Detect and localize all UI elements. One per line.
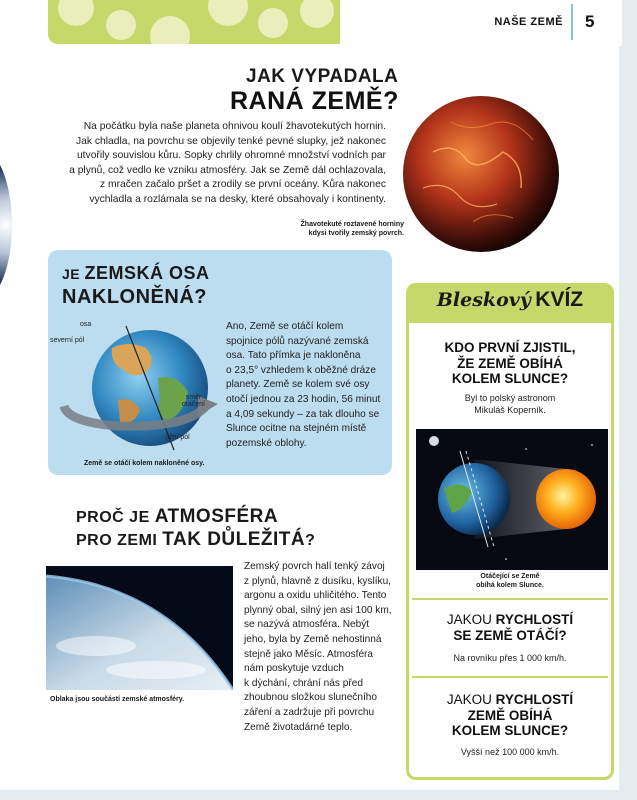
atmosphere-photo <box>46 566 233 690</box>
body-line: plynný obal, silný jen asi 100 km, <box>244 604 392 616</box>
title-prefix: JE <box>62 266 85 282</box>
body-line: argonu a oxidu uhličitého. Tento <box>244 590 387 602</box>
page-edge-band <box>619 46 637 800</box>
section2-title-line1 <box>62 263 210 284</box>
body-line: o 23,5° vzhledem k oběžné dráze <box>226 364 376 376</box>
section1-title-line2: RANÁ ZEMĚ? <box>230 87 399 115</box>
title-bold: TAK DŮLEŽITÁ <box>162 529 306 550</box>
question-line: SE ZEMĚ OTÁČÍ? <box>453 627 567 643</box>
section1-caption <box>258 220 404 238</box>
globe-deco-icon <box>258 8 288 38</box>
body-line: utvořily souvislou kůru. Sopky chrlily ohromné množství vodních par <box>76 150 386 162</box>
quiz-divider <box>412 598 608 600</box>
body-line: jeho, byla by Země nehostinná <box>244 633 382 645</box>
header-divider <box>571 4 573 40</box>
body-line: Jak chladla, na povrchu se objevily tenké pevné slupky, jež nakonec <box>75 135 386 147</box>
south-pole-label: jižní pól <box>166 434 190 441</box>
quiz-divider <box>412 676 608 678</box>
quiz-question-3 <box>406 692 614 739</box>
chapter-title: NAŠE ZEMĚ <box>494 16 563 28</box>
body-line: vychladla a rozlámala se na desky, které obsahovaly i kontinenty. <box>89 193 386 205</box>
body-line: zhoubnou složkou slunečního <box>244 692 377 704</box>
caption-line: obíhá kolem Slunce. <box>476 582 544 589</box>
question-line: ŽE ZEMĚ OBÍHÁ <box>457 355 563 371</box>
quiz-photo-caption <box>406 572 614 590</box>
question-line <box>406 612 614 628</box>
quiz-heading-italic: Bleskový <box>436 289 531 311</box>
axis-label: osa <box>80 321 92 328</box>
body-line: záření a zadržuje při povrchu <box>244 706 375 718</box>
quiz-answer-1 <box>406 392 614 416</box>
quiz-heading-bold: KVÍZ <box>535 288 584 311</box>
body-line: z mračen začalo pršet a zrodily se první oceány. Kůra nakonec <box>100 179 386 191</box>
body-line: otočí jednou za 23 hodin, 56 minut <box>226 393 381 405</box>
body-line: pozemské oblohy. <box>226 437 307 449</box>
caption-line: kdysi tvořily zemský povrch. <box>308 230 404 237</box>
body-line: Země životadárné teplo. <box>244 721 353 733</box>
title-prefix: PROČ JE <box>76 509 155 526</box>
question-line: ZEMĚ OBÍHÁ <box>467 707 553 723</box>
section2-body <box>226 320 388 451</box>
page-edge-band <box>622 0 637 46</box>
question-line: KOLEM SLUNCE? <box>451 371 569 386</box>
body-line: planety. Země se kolem své osy <box>226 379 370 391</box>
body-line: a plynů, což vedlo ke vzniku atmosféry. Jak se Země dál ochlazovala, <box>69 164 386 176</box>
section3-title-line1 <box>76 506 278 528</box>
title-bold: ATMOSFÉRA <box>154 506 279 527</box>
body-line: a 4,09 sekundy – za tak dlouho se <box>226 408 380 420</box>
globe-deco-icon <box>300 0 334 28</box>
body-line: k dýchání, chrání nás před <box>244 677 363 689</box>
caption-line: Žhavotekuté roztavené horniny <box>300 221 404 228</box>
question-bold: RYCHLOSTÍ <box>495 692 574 707</box>
quiz-answer-2: Na rovníku přes 1 000 km/h. <box>453 653 567 663</box>
body-line: Slunce ocitne na stejném místě <box>226 423 367 435</box>
globe-deco-icon <box>150 16 190 44</box>
quiz-heading <box>406 288 614 312</box>
north-pole-label: severní pól <box>50 337 85 344</box>
question-prefix: JAKOU <box>446 692 496 707</box>
body-line: spojnice pólů nazývané zemská <box>226 335 369 347</box>
planet-edge-image <box>0 150 12 300</box>
title-suffix: ? <box>305 532 316 549</box>
section3-title-line2 <box>76 529 315 551</box>
section1-body <box>68 120 386 208</box>
earth-sun-image <box>416 429 608 570</box>
body-line: stejně jako Měsíc. Atmosféra <box>244 648 374 660</box>
page-bottom-band <box>0 790 637 800</box>
quiz-answer-3: Vyšší než 100 000 km/h. <box>460 747 560 757</box>
answer-line: Mikuláš Koperník. <box>474 405 546 415</box>
body-line: nám poskytuje vzduch <box>244 663 344 675</box>
body-line: Na počátku byla naše planeta ohnivou koulí žhavotekutých hornin. <box>83 121 386 132</box>
rotation-label-line: otáčení <box>182 401 205 408</box>
body-line: Ano, Země se otáčí kolem <box>226 321 344 332</box>
rotation-label <box>182 394 205 408</box>
early-earth-image <box>393 92 563 252</box>
section3-body <box>244 560 394 735</box>
question-line: KDO PRVNÍ ZJISTIL, <box>444 340 576 355</box>
question-prefix: JAKOU <box>446 612 496 627</box>
globe-deco-icon <box>208 0 248 26</box>
page-number: 5 <box>585 12 595 31</box>
header-band <box>48 0 340 44</box>
question-bold: RYCHLOSTÍ <box>495 612 574 627</box>
body-line: z plynů, hlavně z dusíku, kyslíku, <box>244 575 391 587</box>
title-prefix: PRO ZEMI <box>76 532 163 549</box>
globe-deco-icon <box>58 0 94 26</box>
section2-title-line2: NAKLONĚNÁ? <box>62 286 207 308</box>
globe-deco-icon <box>106 10 136 40</box>
body-line: se nazývá atmosféra. Nebýt <box>244 619 370 631</box>
caption-line: Otáčející se Země <box>480 573 540 580</box>
quiz-question-1 <box>406 340 614 387</box>
section2-caption: Země se otáčí kolem nakloněné osy. <box>84 460 205 467</box>
rotation-label-line: směr <box>185 394 202 401</box>
question-line <box>406 692 614 708</box>
question-line: KOLEM SLUNCE? <box>451 723 569 738</box>
body-line: osa. Tato přímka je nakloněna <box>226 350 361 362</box>
body-line: Zemský povrch halí tenký závoj <box>244 561 385 572</box>
section3-caption: Oblaka jsou součástí zemské atmosféry. <box>50 696 185 703</box>
quiz-question-2 <box>406 612 614 643</box>
answer-line: Byl to polský astronom <box>464 393 556 403</box>
title-bold: ZEMSKÁ OSA <box>84 263 210 283</box>
section1-title-line1: JAK VYPADALA <box>246 66 399 87</box>
